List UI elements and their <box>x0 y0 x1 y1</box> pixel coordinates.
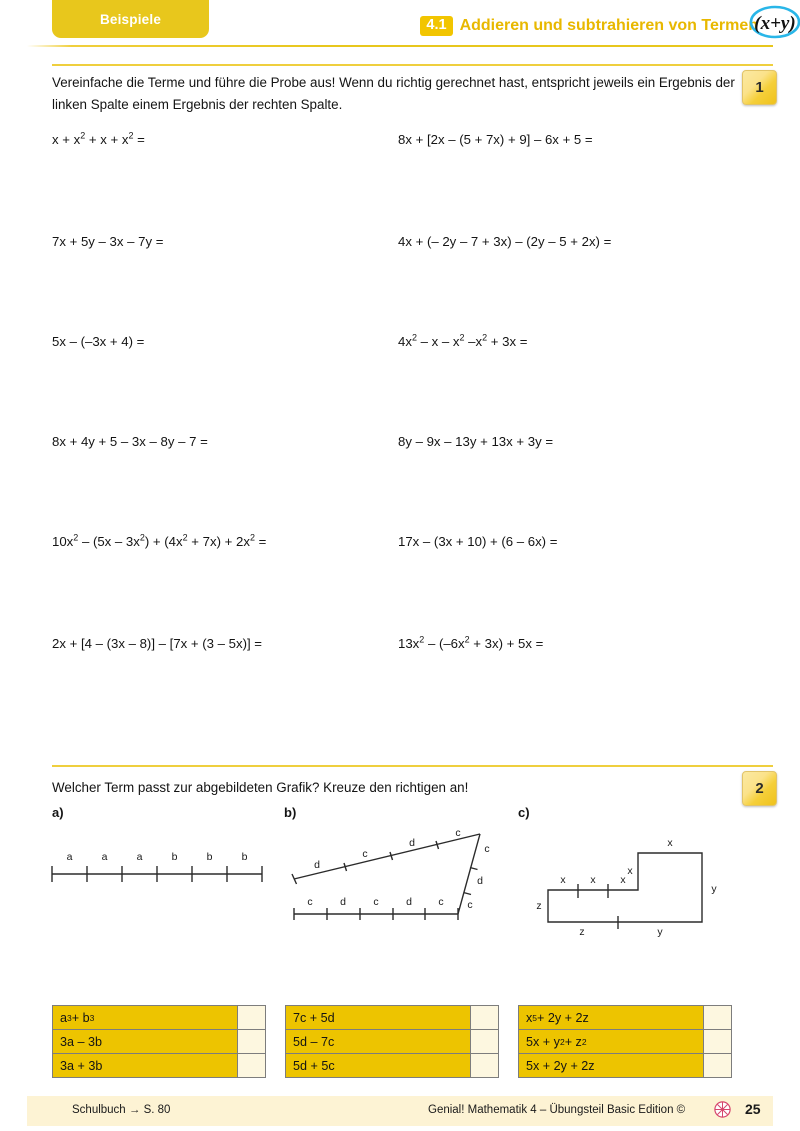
svg-text:z: z <box>579 926 585 937</box>
options-table-c <box>518 1005 732 1078</box>
page-header <box>0 0 800 52</box>
term-right-1: 8x + [2x – (5 + 7x) + 9] – 6x + 5 = <box>398 132 593 147</box>
option-checkbox-a2[interactable] <box>238 1030 265 1053</box>
svg-text:d: d <box>409 837 415 849</box>
header-divider <box>27 45 773 47</box>
section-heading <box>420 16 758 36</box>
options-table-b <box>285 1005 499 1078</box>
part-label-a: a) <box>52 805 64 820</box>
option-checkbox-c1[interactable] <box>704 1006 731 1029</box>
option-label-c3: 5x + 2y + 2z <box>519 1054 704 1077</box>
publisher-logo-icon <box>714 1101 731 1118</box>
option-checkbox-b2[interactable] <box>471 1030 498 1053</box>
svg-text:(x+y): (x+y) <box>754 13 796 34</box>
svg-text:x: x <box>627 865 633 877</box>
exercise2-instruction: Welcher Term passt zur abgebildeten Grafik? Kreuze den richtigen an! <box>52 780 469 795</box>
exercise1-divider <box>52 64 773 66</box>
term-left-4: 8x + 4y + 5 – 3x – 8y – 7 = <box>52 434 208 449</box>
option-label-c2: 5x + y 2 + z 2 <box>519 1030 704 1053</box>
option-checkbox-b3[interactable] <box>471 1054 498 1077</box>
option-checkbox-a3[interactable] <box>238 1054 265 1077</box>
term-right-4: 8y – 9x – 13y + 13x + 3y = <box>398 434 554 449</box>
exercise1-number: 1 <box>755 79 764 96</box>
exercise2-number-badge <box>742 771 777 806</box>
term-left-6: 2x + [4 – (3x – 8)] – [7x + (3 – 5x)] = <box>52 636 263 651</box>
part-label-c: c) <box>518 805 530 820</box>
term-right-6: $13x^2 - (-6x^2 + 3x) + 5x$ = <box>398 634 544 651</box>
option-label-b2: 5d – 7c <box>286 1030 471 1053</box>
options-table-a <box>52 1005 266 1078</box>
option-row[interactable] <box>53 1030 265 1054</box>
option-row[interactable] <box>519 1006 731 1030</box>
svg-text:z: z <box>536 900 542 912</box>
page-title: Addieren und subtrahieren von Termen <box>459 16 758 34</box>
option-checkbox-a1[interactable] <box>238 1006 265 1029</box>
svg-text:c: c <box>455 827 461 839</box>
svg-text:d: d <box>406 896 412 908</box>
option-label-b3: 5d + 5c <box>286 1054 471 1077</box>
term-right-5: 17x – (3x + 10) + (6 – 6x) = <box>398 534 558 549</box>
option-row[interactable] <box>53 1006 265 1030</box>
term-right-3: $4x^2$ – x – $x^2$ $-x^2 + 3x$ = <box>398 332 528 349</box>
option-label-b1: 7c + 5d <box>286 1006 471 1029</box>
option-checkbox-c3[interactable] <box>704 1054 731 1077</box>
svg-text:c: c <box>373 896 379 908</box>
exercise1-instruction: Vereinfache die Terme und führe die Probe aus! Wenn du richtig gerechnet hast, entspricht jeweils ein Ergebnis der linken Spalte einem Ergebnis der rechten Spalte. <box>52 75 735 112</box>
svg-text:d: d <box>477 875 483 887</box>
option-label-c1: x 5 + 2y + 2z <box>519 1006 704 1029</box>
term-left-3: 5x – (–3x + 4) = <box>52 334 145 349</box>
svg-text:a: a <box>101 851 108 863</box>
option-row[interactable] <box>519 1054 731 1077</box>
svg-text:c: c <box>467 899 473 911</box>
option-label-a3: 3a + 3b <box>53 1054 238 1077</box>
svg-text:a: a <box>66 851 73 863</box>
figure-a <box>44 840 274 888</box>
svg-text:c: c <box>362 848 368 860</box>
term-left-5: $10x^2 - (5x - 3x^2) + (4x^2 + 7x) + 2x^2$ = <box>52 532 267 549</box>
svg-text:c: c <box>438 896 444 908</box>
tab-beispiele-label: Beispiele <box>99 11 162 27</box>
xy-logo-icon <box>749 5 800 40</box>
footer-copyright: Genial! Mathematik 4 – Übungsteil Basic Edition © <box>428 1104 686 1116</box>
svg-text:x: x <box>590 874 596 886</box>
footer-schulbuch-reference: Schulbuch → S. 80 <box>72 1104 171 1116</box>
page-number: 25 <box>745 1101 761 1117</box>
term-left-1: $x + x^2 + x + x^2$ = <box>52 130 145 147</box>
figure-b <box>284 822 504 932</box>
svg-text:a: a <box>136 851 143 863</box>
option-row[interactable] <box>286 1054 498 1077</box>
figure-c <box>520 822 740 937</box>
option-row[interactable] <box>53 1054 265 1077</box>
svg-text:x: x <box>560 874 566 886</box>
section-number-badge: 4.1 <box>420 16 452 36</box>
svg-text:c: c <box>307 896 313 908</box>
svg-text:x: x <box>620 874 626 886</box>
page-footer <box>0 1096 800 1131</box>
exercise2-divider <box>52 765 773 767</box>
term-left-2: 7x + 5y – 3x – 7y = <box>52 234 164 249</box>
exercise2-number: 2 <box>755 780 764 797</box>
option-label-a2: 3a – 3b <box>53 1030 238 1053</box>
svg-text:x: x <box>667 837 673 849</box>
svg-text:y: y <box>657 926 663 937</box>
svg-text:b: b <box>206 851 213 863</box>
svg-text:d: d <box>340 896 346 908</box>
term-right-2: 4x + (– 2y – 7 + 3x) – (2y – 5 + 2x) = <box>398 234 612 249</box>
svg-text:d: d <box>314 859 320 871</box>
option-label-a1: a 3 + b 3 <box>53 1006 238 1029</box>
part-label-b: b) <box>284 805 297 820</box>
exercise1-number-badge <box>742 70 777 105</box>
tab-beispiele[interactable] <box>52 0 209 38</box>
option-row[interactable] <box>286 1006 498 1030</box>
svg-text:y: y <box>711 883 717 895</box>
option-row[interactable] <box>286 1030 498 1054</box>
option-checkbox-b1[interactable] <box>471 1006 498 1029</box>
option-checkbox-c2[interactable] <box>704 1030 731 1053</box>
option-row[interactable] <box>519 1030 731 1054</box>
svg-text:c: c <box>484 843 490 855</box>
svg-text:b: b <box>241 851 248 863</box>
svg-text:b: b <box>171 851 178 863</box>
